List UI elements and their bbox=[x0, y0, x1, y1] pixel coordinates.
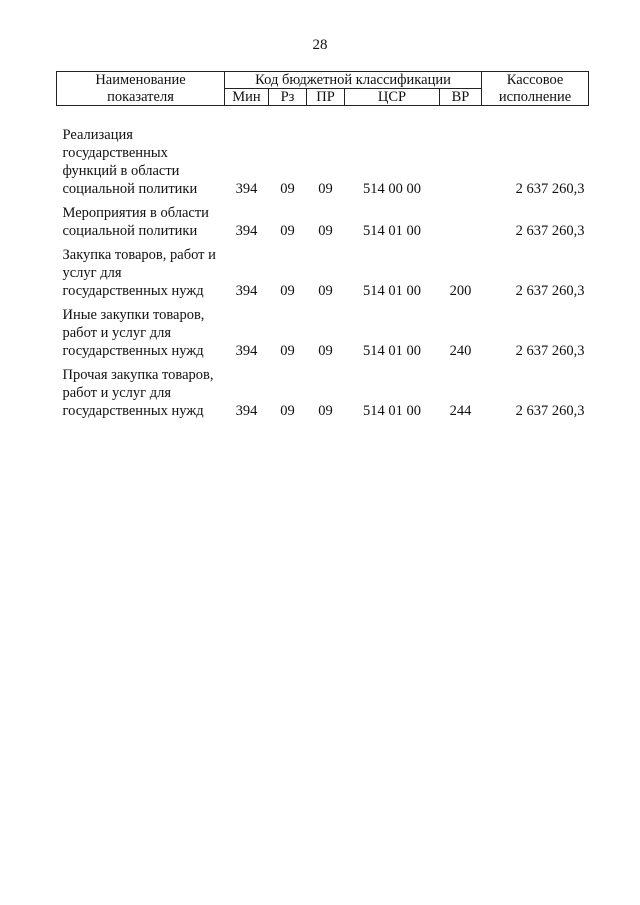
page-number: 28 bbox=[312, 37, 328, 53]
row-csr: 514 00 00 bbox=[363, 181, 421, 197]
table-row bbox=[57, 300, 589, 360]
row-min: 394 bbox=[235, 223, 258, 239]
row-rz: 09 bbox=[280, 403, 295, 419]
row-pr: 09 bbox=[318, 403, 333, 419]
header-code-group: Код бюджетной классификации bbox=[225, 72, 482, 89]
header-row-1 bbox=[57, 72, 589, 89]
header-exec-line1: Кассовое bbox=[482, 72, 589, 89]
header-pr: ПР bbox=[307, 89, 345, 106]
header-row-2 bbox=[57, 89, 589, 106]
header-name-line1: Наименование bbox=[57, 72, 225, 89]
header-vr: ВР bbox=[440, 89, 482, 106]
row-vr: 200 bbox=[449, 283, 472, 299]
header-rz: Рз bbox=[269, 89, 307, 106]
row-min: 394 bbox=[235, 343, 258, 359]
row-csr: 514 01 00 bbox=[363, 223, 421, 239]
table-row bbox=[57, 240, 589, 300]
row-csr: 514 01 00 bbox=[363, 283, 421, 299]
row-csr: 514 01 00 bbox=[363, 403, 421, 419]
row-rz: 09 bbox=[280, 283, 295, 299]
header-csr: ЦСР bbox=[345, 89, 440, 106]
row-pr: 09 bbox=[318, 223, 333, 239]
row-exec: 2 637 260,3 bbox=[515, 283, 585, 299]
row-vr bbox=[440, 198, 482, 240]
row-name: Реализация государственных функций в области социальной политики bbox=[62, 127, 198, 197]
row-rz: 09 bbox=[280, 181, 295, 197]
row-vr: 244 bbox=[449, 403, 472, 419]
row-pr: 09 bbox=[318, 181, 333, 197]
row-pr: 09 bbox=[318, 283, 333, 299]
row-name: Прочая закупка товаров, работ и услуг для государственных нужд bbox=[62, 367, 214, 419]
row-name: Закупка товаров, работ и услуг для государственных нужд bbox=[62, 247, 216, 299]
row-min: 394 bbox=[235, 181, 258, 197]
row-name: Мероприятия в области социальной политики bbox=[62, 205, 209, 239]
table-row bbox=[57, 198, 589, 240]
row-csr: 514 01 00 bbox=[363, 343, 421, 359]
header-exec-line2: исполнение bbox=[482, 89, 589, 106]
row-name: Иные закупки товаров, работ и услуг для государственных нужд bbox=[62, 307, 205, 359]
row-vr bbox=[440, 120, 482, 198]
row-min: 394 bbox=[235, 283, 258, 299]
row-min: 394 bbox=[235, 403, 258, 419]
header-name-line2: показателя bbox=[57, 89, 225, 106]
row-exec: 2 637 260,3 bbox=[515, 181, 585, 197]
row-vr: 240 bbox=[449, 343, 472, 359]
row-rz: 09 bbox=[280, 223, 295, 239]
row-pr: 09 bbox=[318, 343, 333, 359]
row-exec: 2 637 260,3 bbox=[515, 343, 585, 359]
row-rz: 09 bbox=[280, 343, 295, 359]
row-exec: 2 637 260,3 bbox=[515, 403, 585, 419]
table-row bbox=[57, 120, 589, 198]
budget-table bbox=[56, 71, 589, 420]
row-exec: 2 637 260,3 bbox=[515, 223, 585, 239]
header-min: Мин bbox=[225, 89, 269, 106]
table-row bbox=[57, 360, 589, 420]
